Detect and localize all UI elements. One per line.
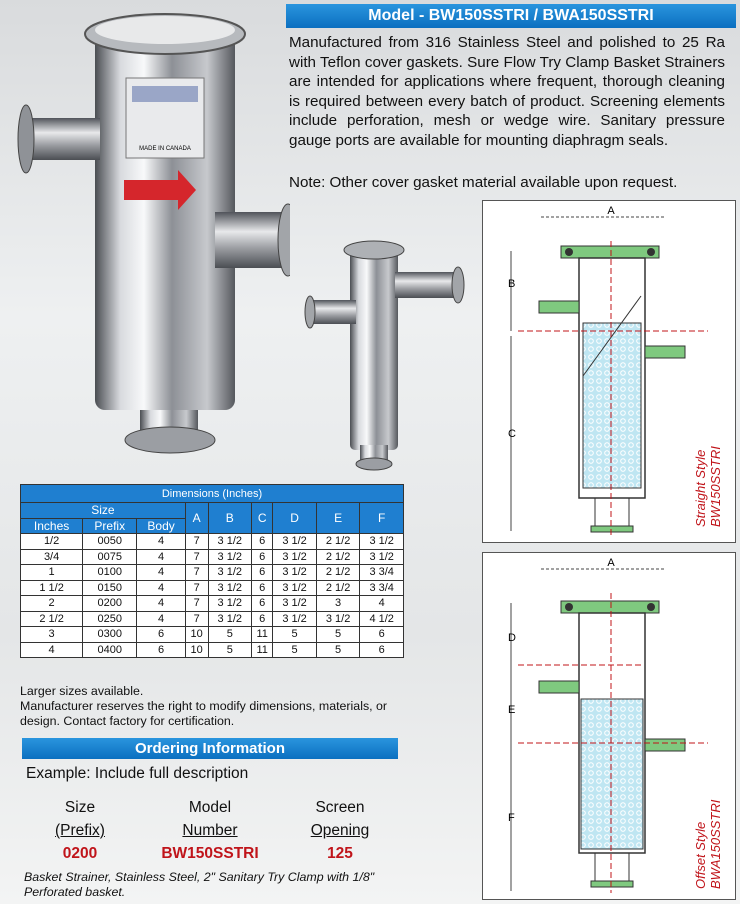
offset-style-label: Offset Style [693, 821, 708, 889]
table-cell: 3 1/2 [208, 596, 252, 612]
table-row [21, 642, 404, 658]
size-group-header: Size [21, 503, 186, 519]
order-col-size-h1: Size [64, 799, 96, 816]
table-cell: 3 [316, 596, 360, 612]
table-notes [20, 684, 404, 729]
col-header-b: B [208, 503, 252, 534]
table-cell: 3 1/2 [273, 549, 317, 565]
order-col-screen-h2: Opening [310, 822, 370, 839]
strainer-photo-small [300, 230, 475, 475]
table-cell: 2 1/2 [21, 611, 83, 627]
table-cell: 11 [252, 642, 273, 658]
table-cell: 0075 [83, 549, 137, 565]
table-cell: 5 [316, 642, 360, 658]
dimensions-table [20, 484, 404, 658]
table-cell: 5 [208, 642, 252, 658]
table-title: Dimensions (Inches) [21, 485, 404, 503]
table-cell: 7 [185, 534, 208, 550]
strainer-photo-large [0, 0, 290, 480]
table-row [21, 534, 404, 550]
table-row [21, 565, 404, 581]
table-cell: 6 [252, 565, 273, 581]
table-cell: 1 1/2 [21, 580, 83, 596]
table-cell: 3 1/2 [208, 611, 252, 627]
table-cell: 3 1/2 [273, 611, 317, 627]
order-col-screen [300, 796, 380, 865]
col-header-e: E [316, 503, 360, 534]
table-cell: 7 [185, 596, 208, 612]
straight-style-diagram [482, 200, 736, 543]
col-header-inches: Inches [21, 518, 83, 534]
nameplate-text: MADE IN CANADA [139, 146, 191, 152]
table-cell: 6 [252, 534, 273, 550]
table-cell: 3 1/2 [273, 580, 317, 596]
table-row [21, 596, 404, 612]
dimensions-table-body [21, 534, 404, 658]
table-row [21, 627, 404, 643]
dim-label-f: F [508, 812, 515, 824]
table-cell: 3/4 [21, 549, 83, 565]
table-row [21, 580, 404, 596]
table-cell: 4 [21, 642, 83, 658]
table-cell: 0300 [83, 627, 137, 643]
order-col-screen-value: 125 [327, 845, 353, 862]
table-cell: 3 1/2 [273, 565, 317, 581]
table-cell: 4 [137, 565, 185, 581]
table-cell: 6 [252, 611, 273, 627]
dim-label-c: C [508, 428, 516, 440]
order-col-model-h1: Model [188, 799, 232, 816]
table-cell: 7 [185, 565, 208, 581]
ordering-example: Example: Include full description [26, 765, 249, 782]
order-col-size-h2: (Prefix) [55, 822, 105, 839]
dim-label-b: B [508, 278, 516, 290]
table-cell: 5 [316, 627, 360, 643]
order-col-model-h2: Number [182, 822, 238, 839]
offset-style-model: BWA150SSTRI [708, 799, 723, 889]
table-cell: 3 1/2 [208, 534, 252, 550]
table-cell: 3 1/2 [360, 549, 404, 565]
order-col-size [50, 796, 110, 865]
dim-label-d: D [508, 632, 516, 644]
table-cell: 7 [185, 611, 208, 627]
table-cell: 4 [137, 611, 185, 627]
table-cell: 7 [185, 549, 208, 565]
col-header-prefix: Prefix [83, 518, 137, 534]
offset-style-diagram [482, 552, 736, 900]
table-cell: 3 1/2 [360, 534, 404, 550]
table-cell: 0100 [83, 565, 137, 581]
table-cell: 0150 [83, 580, 137, 596]
manufacturer-disclaimer: Manufacturer reserves the right to modify dimensions, materials, or design. Contact factory for certification. [20, 699, 388, 728]
dim-label-e: E [508, 704, 516, 716]
table-cell: 3 1/2 [208, 549, 252, 565]
table-cell: 0400 [83, 642, 137, 658]
table-cell: 2 1/2 [316, 580, 360, 596]
table-cell: 6 [360, 627, 404, 643]
model-title-bar: Model - BW150SSTRI / BWA150SSTRI [286, 4, 736, 28]
table-row [21, 549, 404, 565]
table-cell: 7 [185, 580, 208, 596]
col-header-d: D [273, 503, 317, 534]
table-cell: 3 1/2 [208, 565, 252, 581]
col-header-c: C [252, 503, 273, 534]
col-header-f: F [360, 503, 404, 534]
order-col-screen-h1: Screen [315, 799, 365, 816]
table-cell: 3 1/2 [273, 534, 317, 550]
table-cell: 5 [208, 627, 252, 643]
table-cell: 2 1/2 [316, 549, 360, 565]
table-cell: 1/2 [21, 534, 83, 550]
order-col-model-value: BW150SSTRI [161, 845, 259, 862]
dim-label-a: A [607, 557, 615, 569]
table-cell: 2 1/2 [316, 565, 360, 581]
table-cell: 11 [252, 627, 273, 643]
table-cell: 0050 [83, 534, 137, 550]
col-header-body: Body [137, 518, 185, 534]
dim-label-a: A [607, 205, 615, 217]
table-cell: 10 [185, 642, 208, 658]
table-cell: 4 [137, 534, 185, 550]
ordering-title-bar: Ordering Information [22, 738, 398, 759]
table-cell: 10 [185, 627, 208, 643]
straight-style-label: Straight Style [693, 449, 708, 527]
order-col-size-value: 0200 [62, 845, 98, 862]
larger-sizes-note: Larger sizes available. [20, 684, 144, 698]
table-cell: 4 1/2 [360, 611, 404, 627]
table-cell: 0250 [83, 611, 137, 627]
table-cell: 4 [360, 596, 404, 612]
table-cell: 0200 [83, 596, 137, 612]
table-cell: 3 [21, 627, 83, 643]
table-cell: 6 [252, 580, 273, 596]
table-cell: 3 1/2 [316, 611, 360, 627]
table-cell: 4 [137, 580, 185, 596]
table-cell: 3 3/4 [360, 580, 404, 596]
table-cell: 5 [273, 642, 317, 658]
table-cell: 6 [252, 549, 273, 565]
table-cell: 6 [252, 596, 273, 612]
product-description: Manufactured from 316 Stainless Steel and polished to 25 Ra with Teflon cover gaskets. Sure Flow Try Clamp Basket Strainers are intended for applications where frequent, thorough cleaning is required between every batch of product. Screening elements include perforation, mesh or wedge wire. Sanitary pressure gauge ports are available for mounting diaphragm seals. [289, 34, 725, 149]
table-cell: 1 [21, 565, 83, 581]
table-row [21, 611, 404, 627]
table-cell: 4 [137, 596, 185, 612]
table-cell: 6 [137, 627, 185, 643]
table-cell: 5 [273, 627, 317, 643]
order-col-model [150, 796, 270, 865]
table-cell: 6 [360, 642, 404, 658]
table-cell: 4 [137, 549, 185, 565]
gasket-note: Note: Other cover gasket material available upon request. [289, 174, 678, 191]
table-cell: 3 1/2 [273, 596, 317, 612]
basket-description: Basket Strainer, Stainless Steel, 2" Sanitary Try Clamp with 1/8" Perforated basket. [24, 870, 375, 899]
straight-style-model: BW150SSTRI [708, 446, 723, 527]
table-cell: 3 3/4 [360, 565, 404, 581]
table-cell: 2 [21, 596, 83, 612]
table-cell: 3 1/2 [208, 580, 252, 596]
table-cell: 6 [137, 642, 185, 658]
col-header-a: A [185, 503, 208, 534]
table-cell: 2 1/2 [316, 534, 360, 550]
